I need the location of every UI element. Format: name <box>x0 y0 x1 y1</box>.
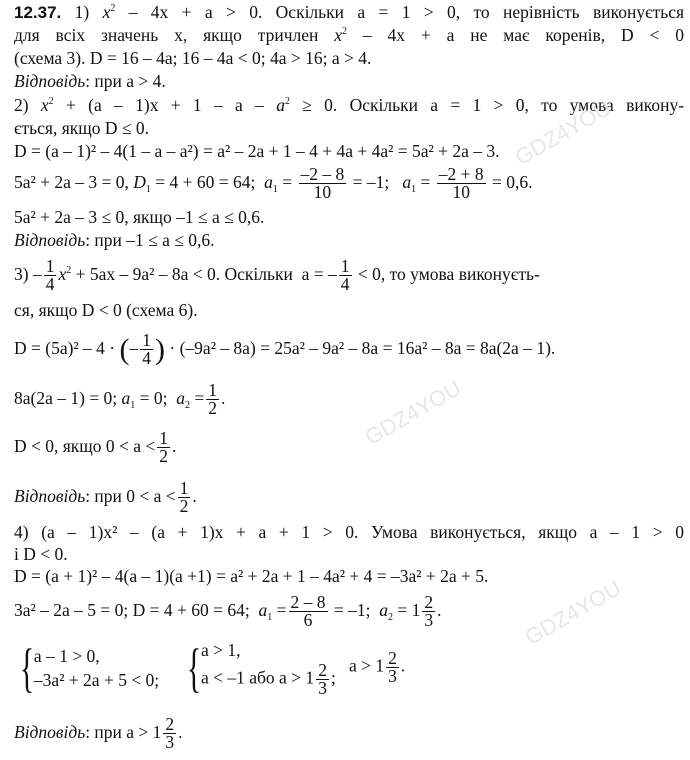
p4-result: a > 1 <box>348 655 385 676</box>
p3-line2: ся, якщо D < 0 (схема 6). <box>14 300 198 320</box>
p2-answer <box>14 230 684 250</box>
p4-systems: {a – 1 > 0, –3a² + 2a + 5 < 0; {a > 1, a < –1 або a > 1 $\frac{2}{3}$ ; a > 1 $\frac{2}{3}$ . <box>19 637 406 698</box>
p4-system2: a > 1, a < –1 або a > 1 $\frac{2}{3}$ ; <box>200 640 336 698</box>
problem-number: 12.37. <box>14 3 62 22</box>
p3-answer-text: : при 0 < a < <box>85 486 176 506</box>
p4-line1: 4) (a – 1)x² – (a + 1)x + a + 1 > 0. Умова виконується, якщо a – 1 > 0 <box>14 522 684 542</box>
p4-root1: = –1; <box>333 600 371 620</box>
p3-line1: 3) – $\frac{1}{4}$ $x^2 + 5ax - 9a^2 - 8a < 0$. Оскільки a = – $\frac{1}{4}$ < 0, то умова виконуєть- <box>14 256 540 295</box>
p4-sys2-row2: a < –1 або a > 1 <box>200 667 315 688</box>
p1-line3: (схема 3). D = 16 – 4a; 16 – 4a < 0; 4a > 16; a > 4. <box>14 48 372 68</box>
p4-sys1-row1: a – 1 > 0, <box>33 645 100 666</box>
p4-result-frac: $\frac{2}{3}$ <box>388 648 397 686</box>
p3-line3: D = (5a)² – 4 · (– $\frac{1}{4}$ ) · (–9a² – 8a) = 25a² – 9a² – 8a = 16a² – 8a = 8a(2a – 1). <box>14 330 556 369</box>
p4-line3: D = (a + 1)² – 4(a – 1)(a +1) = a² + 2a + 1 – 4a² + 4 = –3a² + 2a + 5. <box>14 566 489 586</box>
p3-root1: = 0; <box>139 388 168 408</box>
p4-root2-whole: 1 <box>411 600 421 620</box>
p4-answer-frac: $\frac{2}{3}$ <box>165 714 175 753</box>
p4-answer: Відповідь: при a > 1 $\frac{2}{3}$ . <box>14 714 183 753</box>
answer-label: Відповідь <box>14 486 86 506</box>
p4-system1 <box>34 644 159 692</box>
p2-line5: 5a² + 2a – 3 ≤ 0, якщо –1 ≤ a ≤ 0,6. <box>14 207 265 227</box>
p3-text-b: a = – <box>301 264 337 284</box>
p3-frac-d: $\frac{1}{2}$ <box>208 380 218 419</box>
p4-sys2-row1: a > 1, <box>200 640 241 660</box>
p4-line4: 3a² – 2a – 5 = 0; D = 4 + 60 = 64; $a_1$ = $\frac{2 - 8}{6}$ = –1; $a_2 = 1$ $\frac{2}{3}$ . <box>14 592 442 631</box>
p3-frac-c: $\frac{1}{4}$ <box>142 330 152 369</box>
p2-root2: = 0,6. <box>492 172 533 192</box>
p2-disc: = 4 + 60 = 64; <box>155 172 256 192</box>
p2-root1: = –1; <box>352 172 390 192</box>
p2-line3: D = (a – 1)² – 4(1 – a – a²) = a² – 2a + 1 – 4 + 4a + 4a² = 5a² + 2a – 3. <box>14 141 500 161</box>
watermark: GDZ4YOU <box>510 95 616 170</box>
p4-sys1-row2: –3a² + 2a + 5 < 0; <box>33 669 160 690</box>
p1-answer-text: : при a > 4. <box>85 71 166 91</box>
watermark: GDZ4YOU <box>520 575 626 650</box>
p1-text-b: для всіх значень x, якщо тричлен <box>14 25 319 45</box>
p2-line1: 2) $x^2 + (a - 1)x + 1 - a - a^2 \ge 0$. Оскільки a = 1 > 0, то умова викону- <box>14 95 685 115</box>
p4-frac2: $\frac{2}{3}$ <box>424 592 434 631</box>
answer-label: Відповідь <box>14 71 86 91</box>
p2-label: 2) <box>14 95 29 115</box>
p1-line2: для всіх значень x, якщо тричлен $x^2 - 4x + a$ не має коренів, D < 0 <box>14 25 685 45</box>
answer-label: Відповідь <box>14 230 86 250</box>
watermark: GDZ4YOU <box>360 375 466 450</box>
p1-label: 1) <box>74 2 90 22</box>
p3-line5: D < 0, якщо 0 < a < $\frac{1}{2}$ . <box>14 428 177 467</box>
p3-label: 3) <box>14 264 29 284</box>
p3-frac-f: $\frac{1}{2}$ <box>179 478 189 517</box>
p4-line2: і D < 0. <box>14 544 68 564</box>
p3-frac-e: $\frac{1}{2}$ <box>159 428 169 467</box>
p3-disc-a: D = (5a)² – 4 · <box>14 338 116 358</box>
p2-answer-text: : при –1 ≤ a ≤ 0,6. <box>85 230 215 250</box>
p3-frac-b: $\frac{1}{4}$ <box>340 256 350 295</box>
p2-text-a: + (a – 1)x + 1 – a – <box>65 95 264 115</box>
p4-frac1: $\frac{2 - 8}{6}$ <box>290 592 326 631</box>
p2-text-b: ≥ 0. Оскільки a = 1 > 0, то умова викону- <box>302 95 685 115</box>
p3-disc-b: · (–9a² – 8a) = 25a² – 9a² – 8a = 16a² – 8a = 8a(2a – 1). <box>169 338 556 358</box>
p3-frac-a: $\frac{1}{4}$ <box>45 256 55 295</box>
p3-line4: 8a(2a – 1) = 0; $a_1 = 0$; $a_2$ = $\frac{1}{2}$ . <box>14 380 226 419</box>
p1-text-c: – 4x + a не має коренів, D < 0 <box>362 25 685 45</box>
p3-cond: D < 0, якщо 0 < a < <box>14 436 156 456</box>
p4-eq: 3a² – 2a – 5 = 0; D = 4 + 60 = 64; <box>14 600 250 620</box>
p1-line1: 12.37. 1) $x^2 - 4x + a > 0$. Оскільки a = 1 > 0, то нерівність виконується <box>14 2 685 22</box>
p4-answer-text: : при a > 1 <box>85 722 162 742</box>
p4-sys2-frac: $\frac{2}{3}$ <box>318 660 327 698</box>
p3-text-a: + 5ax – 9a² – 8a < 0. Оскільки <box>75 264 293 284</box>
p3-answer: Відповідь: при 0 < a < $\frac{1}{2}$ . <box>14 478 197 517</box>
p2-eq: 5a² + 2a – 3 = 0, <box>14 172 129 192</box>
p3-eq: 8a(2a – 1) = 0; <box>14 388 118 408</box>
answer-label: Відповідь <box>14 722 86 742</box>
p2-frac2: $\frac{-2 + 8}{10}$ <box>438 164 484 203</box>
p2-line4: 5a² + 2a – 3 = 0, $D_1 = 4 + 60 = 64$; $a_1$ = $\frac{-2 - 8}{10}$ = –1; $a_1$ = $\frac{-2 + 8}{10}$ = 0,6. <box>14 164 533 203</box>
p2-frac1: $\frac{-2 - 8}{10}$ <box>300 164 345 203</box>
p1-text-a: – 4x + a > 0. Оскільки a = 1 > 0, то нерівність виконується <box>128 2 685 22</box>
p2-line2: ється, якщо D ≤ 0. <box>14 118 149 138</box>
p1-answer <box>14 71 684 91</box>
p3-text-c: < 0, то умова виконуєть- <box>357 264 540 284</box>
